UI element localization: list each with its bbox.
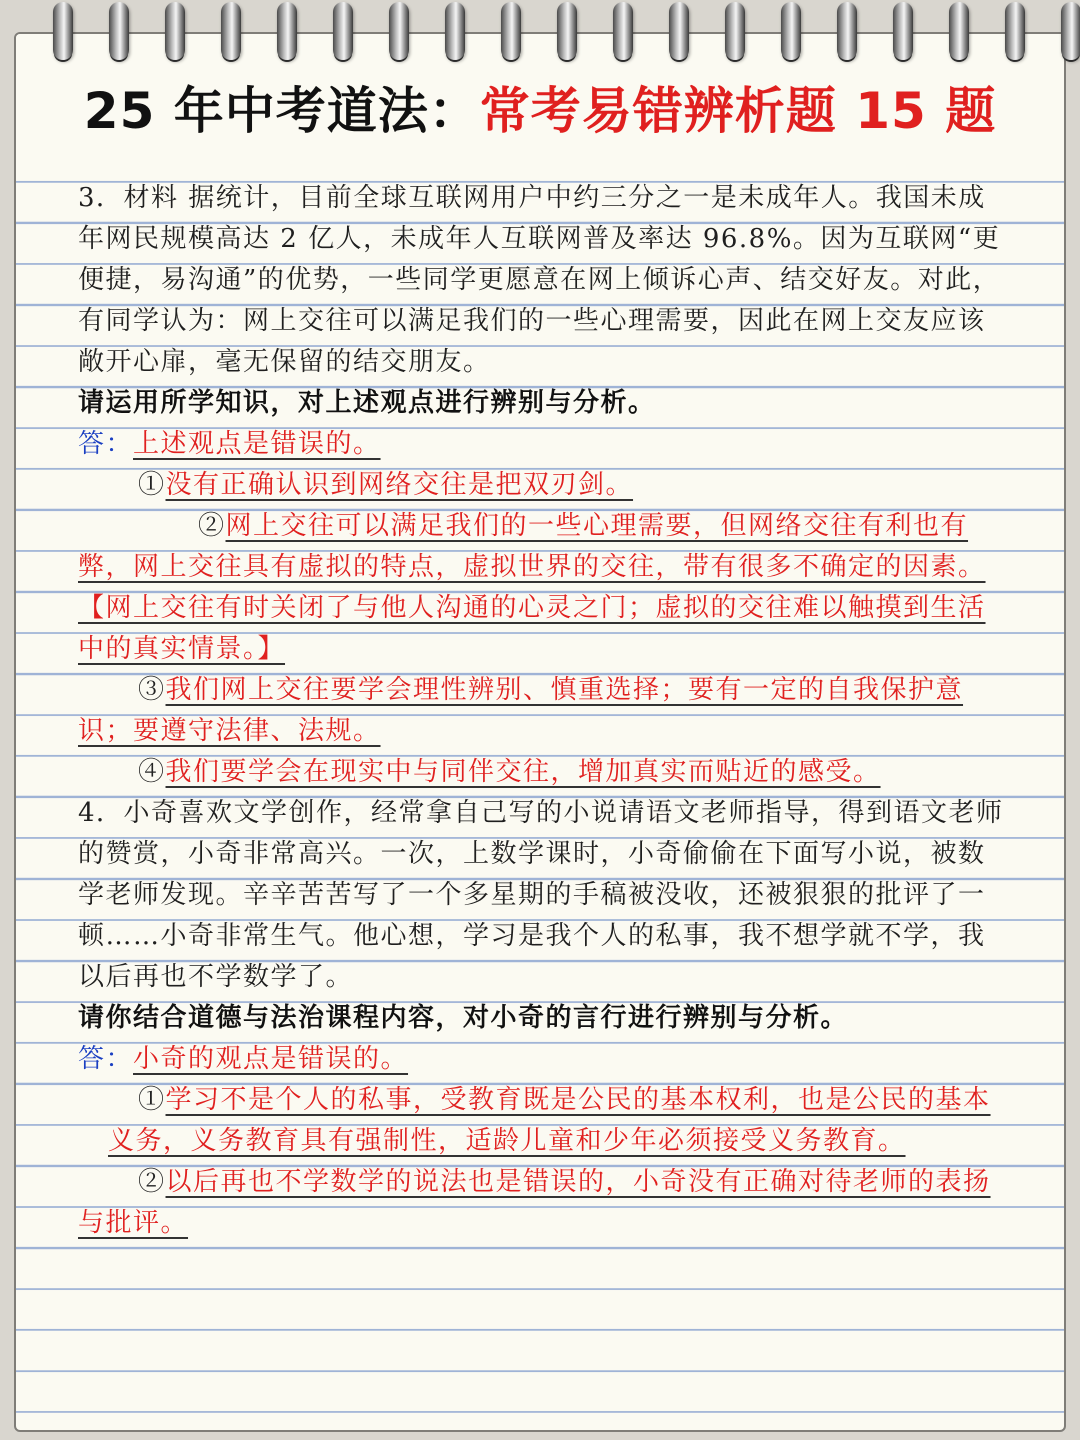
spiral-binding (0, 0, 1080, 80)
q3-ask: 请运用所学知识，对上述观点进行辨别与分析。 (78, 388, 656, 418)
q3-point-4: ④我们要学会在现实中与同伴交往，增加真实而贴近的感受。 (138, 757, 881, 787)
binding-ring (104, 0, 134, 64)
binding-ring (216, 0, 246, 64)
title-highlight: 常考易错辨析题 15 题 (479, 82, 997, 140)
q4-point-2: ②以后再也不学数学的说法也是错误的，小奇没有正确对待老师的表扬与批评。 (78, 1167, 991, 1238)
binding-ring (720, 0, 750, 64)
q4-material: 4．小奇喜欢文学创作，经常拿自己写的小说请语文老师指导，得到语文老师的赞赏，小奇非常高兴。一次，上数学课时，小奇偷偷在下面写小说，被数学老师发现。辛辛苦苦写了一个多星期的手稿被没收，还被狠狠的批评了一顿……小奇非常生气。他心想，学习是我个人的私事，我不想学就不学，我以后再也不学数学了。 (78, 798, 1004, 992)
q3-material: 3．材料 据统计，目前全球互联网用户中约三分之一是未成年人。我国未成年网民规模高达 2 亿人，未成年人互联网普及率达 96.8%。因为互联网“更便捷，易沟通”的优势，一些同学更愿意在网上倾诉心声、结交好友。对此，有同学认为：网上交往可以满足我们的一些心理需要，因此在网上交友应该敞开心扉，毫无保留的结交朋友。 (78, 183, 1001, 377)
answer-conclusion: 上述观点是错误的。 (133, 429, 381, 459)
answer-conclusion: 小奇的观点是错误的。 (133, 1044, 409, 1074)
answer-label: 答： (78, 429, 134, 459)
content-body (78, 178, 1008, 1244)
title-prefix: 25 年中考道法： (83, 82, 480, 140)
q4-answer-head (78, 1039, 1008, 1080)
binding-ring (440, 0, 470, 64)
binding-ring (944, 0, 974, 64)
q3-point-1: ①没有正确认识到网络交往是把双刃剑。 (138, 470, 634, 500)
binding-ring (552, 0, 582, 64)
binding-ring (272, 0, 302, 64)
q3-point-3: ③我们网上交往要学会理性辨别、慎重选择；要有一定的自我保护意识；要遵守法律、法规。 (78, 675, 964, 746)
binding-ring (384, 0, 414, 64)
binding-ring (48, 0, 78, 64)
binding-ring (832, 0, 862, 64)
q4-point-1: ①学习不是个人的私事，受教育既是公民的基本权利，也是公民的基本义务，义务教育具有强制性，适龄儿童和少年必须接受义务教育。 (108, 1085, 991, 1156)
binding-ring (664, 0, 694, 64)
binding-ring (328, 0, 358, 64)
binding-ring (776, 0, 806, 64)
page-title (0, 78, 1080, 144)
binding-ring (160, 0, 190, 64)
q3-answer-head (78, 424, 1008, 465)
binding-ring (1000, 0, 1030, 64)
answer-label: 答： (78, 1044, 134, 1074)
binding-ring (888, 0, 918, 64)
binding-ring (608, 0, 638, 64)
binding-ring (1056, 0, 1080, 64)
q4-ask: 请你结合道德与法治课程内容，对小奇的言行进行辨别与分析。 (78, 1003, 849, 1033)
binding-ring (496, 0, 526, 64)
q3-point-2: ②网上交往可以满足我们的一些心理需要，但网络交往有利也有弊，网上交往具有虚拟的特点，虚拟世界的交往，带有很多不确定的因素。【网上交往有时关闭了与他人沟通的心灵之门；虚拟的交往难以触摸到生活中的真实情景。】 (78, 511, 986, 664)
